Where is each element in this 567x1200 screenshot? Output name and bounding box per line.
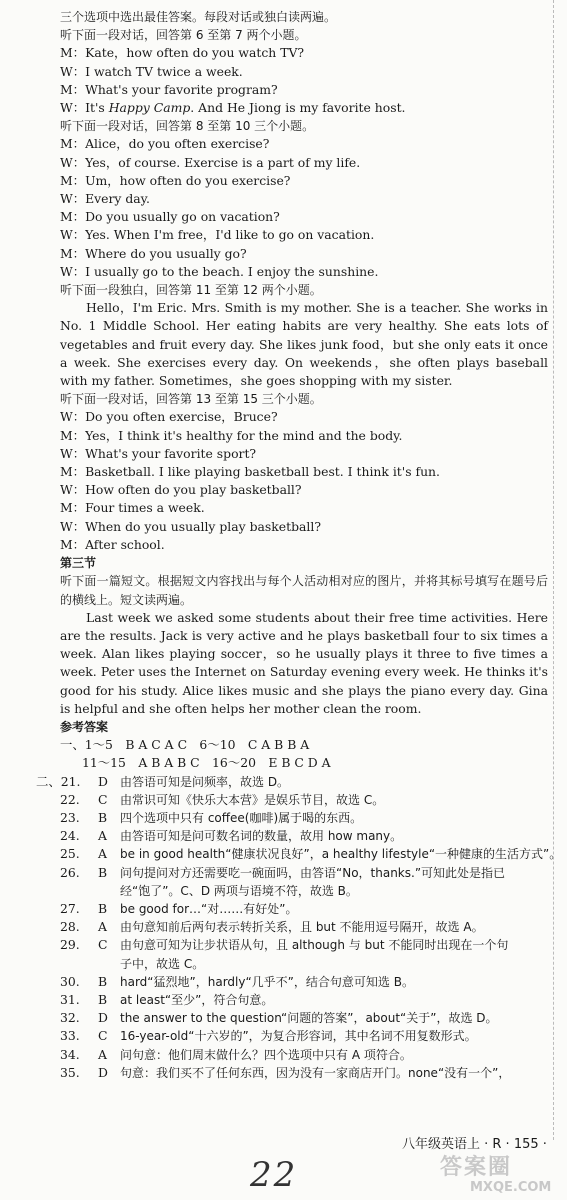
- answers-part1-line: 11～15 A B A B C 16～20 E B C D A: [82, 755, 331, 771]
- answer-explanation: 四个选项中只有 coffee(咖啡)属于喝的东西。: [120, 810, 363, 825]
- answer-letter: B: [98, 991, 108, 1007]
- answer-explanation: 由句意可知为让步状语从句，且 although 与 but 不能同时出现在一个句: [120, 938, 509, 953]
- dialogue-3-line: W：What's your favorite sport?: [60, 445, 257, 461]
- dialogue-3-line: M：Yes，I think it's healthy for the mind and the body.: [60, 427, 403, 443]
- answer-item: [60, 991, 548, 1009]
- answer-letter: D: [98, 1010, 108, 1026]
- answer-item: [60, 1046, 548, 1064]
- dialogue-1-line: M：What's your favorite program?: [60, 81, 278, 97]
- answer-item: [60, 827, 548, 845]
- answer-number: 26.: [60, 864, 80, 880]
- answer-item: [36, 773, 548, 791]
- dialogue-3-heading: 听下面一段对话，回答第 13 至第 15 三个小题。: [60, 392, 322, 407]
- answer-explanation: be good for…“对……有好处”。: [120, 901, 298, 916]
- watermark-logo: 答案圈 MXQE.COM: [440, 1155, 552, 1195]
- dialogue-3-line: W：Do you often exercise，Bruce?: [60, 409, 278, 425]
- dialogue-2-line: M：Where do you usually go?: [60, 245, 247, 261]
- dialogue-2-heading: 听下面一段对话，回答第 8 至第 10 三个小题。: [60, 119, 315, 134]
- answer-number: 30.: [60, 973, 80, 989]
- section-3-instructions: 听下面一篇短文。根据短文内容找出与每个人活动相对应的图片，并将其标号填写在题号后的横线上。短文读两遍。: [60, 574, 548, 607]
- dialogue-1-line: M：Kate，how often do you watch TV?: [60, 45, 305, 61]
- answer-number: 32.: [60, 1010, 80, 1026]
- answer-explanation-continued: 子中，故选 C。: [120, 956, 205, 971]
- answer-item: [60, 900, 548, 918]
- answer-letter: B: [98, 900, 108, 916]
- answer-letter: C: [98, 791, 108, 807]
- page-footer: 八年级英语上 · R · 155 ·: [402, 1137, 547, 1152]
- answer-item: [60, 936, 548, 954]
- answer-item: [60, 1064, 548, 1082]
- dialogue-3-line: M：Basketball. I like playing basketball best. I think it's fun.: [60, 464, 440, 480]
- answer-letter: A: [98, 846, 107, 862]
- handwritten-page-number: 22: [250, 1155, 298, 1195]
- answer-number: 25.: [60, 846, 80, 862]
- answer-number: 二、21.: [36, 773, 81, 789]
- dialogue-3-line: M：Four times a week.: [60, 500, 205, 516]
- answer-number: 29.: [60, 937, 80, 953]
- listening-intro: 三个选项中选出最佳答案。每段对话或独白读两遍。: [60, 10, 337, 24]
- answer-explanation: 问句提问对方还需要吃一碗面吗，由答语“No，thanks.”可知此处是指已: [120, 865, 506, 880]
- answer-number: 28.: [60, 919, 80, 935]
- answers-title: 参考答案: [60, 719, 109, 734]
- dialogue-2-line: M：Um，how often do you exercise?: [60, 172, 291, 188]
- answer-number: 24.: [60, 828, 80, 844]
- dialogue-2-line: W：Yes，of course. Exercise is a part of my life.: [60, 154, 361, 170]
- dialogue-1-line: W：It's Happy Camp. And He Jiong is my favorite host.: [60, 100, 406, 116]
- answer-letter: C: [98, 937, 108, 953]
- dialogue-3-line: W：How often do you play basketball?: [60, 482, 302, 498]
- monologue-heading: 听下面一段独白，回答第 11 至第 12 两个小题。: [60, 283, 322, 298]
- answer-letter: A: [98, 828, 107, 844]
- answers-part1-line: 一、1～5 B A C A C 6～10 C A B B A: [60, 737, 310, 753]
- content-column: [36, 8, 562, 1082]
- answer-item: [60, 918, 548, 936]
- dialogue-2-line: W：Every day.: [60, 191, 150, 207]
- answer-number: 33.: [60, 1028, 80, 1044]
- answer-number: 31.: [60, 991, 80, 1007]
- answer-item: [60, 809, 548, 827]
- answer-explanation: 16-year-old“十六岁的”，为复合形容词，其中名词不用复数形式。: [120, 1029, 477, 1044]
- answer-explanation: 由句意知前后两句表示转折关系，且 but 不能用逗号隔开，故选 A。: [120, 920, 484, 935]
- dialogue-2-line: W：Yes. When I'm free，I'd like to go on vacation.: [60, 227, 375, 243]
- dialogue-2-line: M：Do you usually go on vacation?: [60, 209, 280, 225]
- answer-item: [60, 1009, 548, 1027]
- answer-explanation: the answer to the question“问题的答案”，about“关于”，故选 D。: [120, 1011, 498, 1026]
- answer-explanation: 句意：我们买不了任何东西，因为没有一家商店开门。none“没有一个”，: [120, 1065, 511, 1080]
- answer-item: [60, 845, 562, 863]
- program-title: Happy Camp: [108, 100, 191, 116]
- answer-number: 35.: [60, 1064, 80, 1080]
- binding-margin-rule: [553, 0, 554, 1140]
- answer-number: 34.: [60, 1046, 80, 1062]
- answer-letter: C: [98, 1028, 108, 1044]
- answer-explanation: 由答语可知是问可数名词的数量，故用 how many。: [120, 829, 403, 844]
- answer-letter: D: [98, 1064, 108, 1080]
- answer-letter: B: [98, 809, 108, 825]
- answer-letter: A: [98, 1046, 107, 1062]
- dialogue-1-heading: 听下面一段对话，回答第 6 至第 7 两个小题。: [60, 28, 307, 43]
- dialogue-1-line: W：I watch TV twice a week.: [60, 63, 243, 79]
- answer-item: [60, 973, 548, 991]
- answer-letter: B: [98, 973, 108, 989]
- answer-number: 22.: [60, 791, 80, 807]
- answer-item: [60, 1027, 548, 1045]
- answer-explanation: hard“猛烈地”，hardly“几乎不”，结合句意可知选 B。: [120, 974, 414, 989]
- answer-letter: A: [98, 919, 107, 935]
- answer-letter: D: [98, 773, 108, 789]
- dialogue-3-line: W：When do you usually play basketball?: [60, 518, 321, 534]
- answer-explanation-continued: 经“饱了”。C、D 两项与语境不符，故选 B。: [120, 883, 358, 898]
- answer-explanation: 由常识可知《快乐大本营》是娱乐节目，故选 C。: [120, 792, 385, 807]
- answer-explanation: 问句意：他们周末做什么？四个选项中只有 A 项符合。: [120, 1047, 412, 1062]
- monologue-text: Hello，I'm Eric. Mrs. Smith is my mother. She is a teacher. She works in No. 1 Middle School. Her eating habits are very healthy. She eats lots of vegetables and fruit every day. She likes junk food，but she only eats it once a week. She exercises every day. On weekends，she often plays baseball with my father. Sometimes，she goes shopping with my sister.: [60, 300, 548, 389]
- answer-explanation: 由答语可知是问频率，故选 D。: [120, 774, 290, 789]
- dialogue-2-line: W：I usually go to the beach. I enjoy the sunshine.: [60, 263, 379, 279]
- passage-text: Last week we asked some students about their free time activities. Here are the results. Jack is very active and he plays basketball four to six times a week. Alan likes playing soccer，so he usually plays it three to five times a week. Peter uses the Internet on Saturday evening every week. He thinks it's good for his study. Alice likes music and she plays the piano every day. Gina is helpful and she often helps her mother clean the room.: [60, 609, 548, 716]
- answer-explanation: be in good health“健康状况良好”，a healthy lifestyle“一种健康的生活方式”。: [120, 847, 562, 862]
- dialogue-2-line: M：Alice，do you often exercise?: [60, 136, 270, 152]
- answer-list: [36, 773, 562, 1082]
- answer-letter: B: [98, 864, 108, 880]
- section-3-title: 第三节: [60, 556, 97, 571]
- answer-explanation: at least“至少”，符合句意。: [120, 992, 274, 1007]
- dialogue-3-line: M：After school.: [60, 536, 165, 552]
- answer-item: [60, 864, 548, 882]
- answer-number: 27.: [60, 900, 80, 916]
- answer-number: 23.: [60, 809, 80, 825]
- answer-item: [60, 791, 548, 809]
